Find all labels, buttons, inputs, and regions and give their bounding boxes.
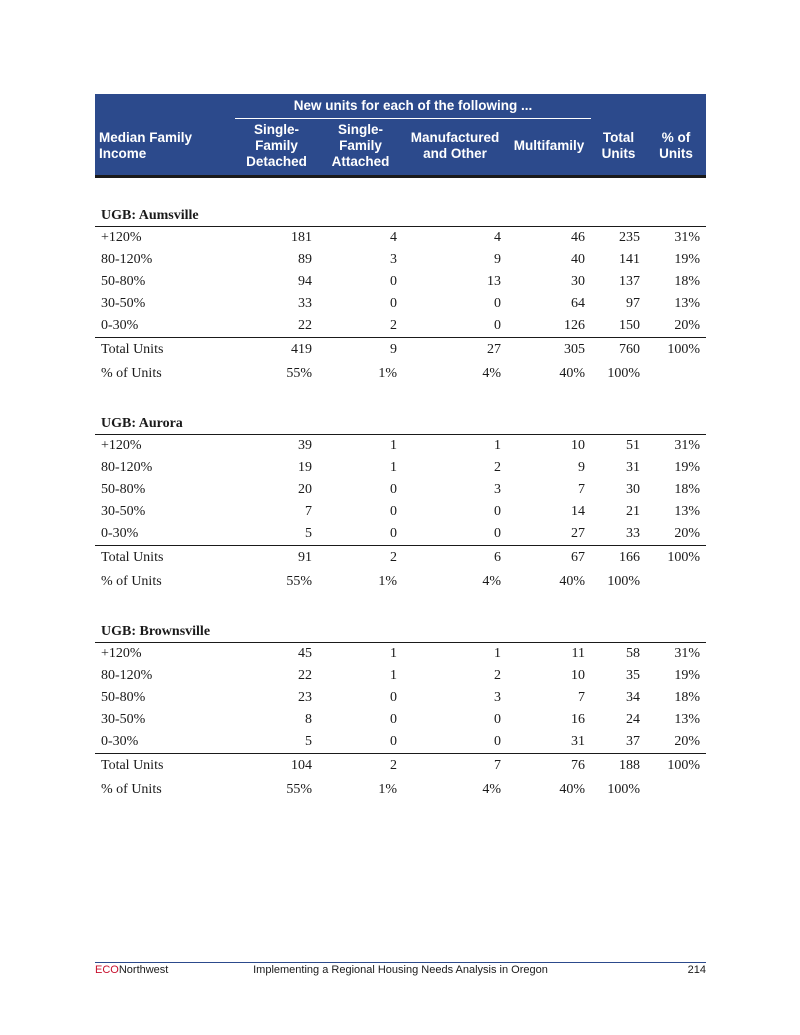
table-row bbox=[95, 249, 706, 271]
cell-sfa: 0 bbox=[390, 504, 397, 519]
total-units-row bbox=[95, 338, 706, 363]
cell-total: 34 bbox=[626, 690, 641, 705]
table-row bbox=[95, 457, 706, 479]
cell-sfd: 55% bbox=[286, 366, 312, 381]
section-title-row bbox=[95, 200, 706, 227]
brand-logo: ECONorthwest bbox=[95, 964, 169, 976]
table-row bbox=[95, 709, 706, 731]
cell-mf: 126 bbox=[564, 318, 586, 333]
cell-sfa: 0 bbox=[390, 690, 397, 705]
cell-sfa: 1 bbox=[390, 438, 397, 453]
cell-sfd: 91 bbox=[235, 546, 318, 571]
table-row bbox=[95, 523, 706, 546]
section-spacer bbox=[95, 177, 706, 201]
cell-mf: 11 bbox=[571, 646, 586, 661]
cell-pct bbox=[646, 362, 706, 386]
cell-total: 166 bbox=[591, 546, 646, 571]
cell-sfd: 55% bbox=[286, 574, 312, 589]
col-header-total-units: Total Units bbox=[591, 119, 646, 177]
cell-mfo: 0 bbox=[494, 712, 501, 727]
cell-mfo: 3 bbox=[494, 482, 501, 497]
cell-total: 37 bbox=[626, 734, 641, 749]
row-label: % of Units bbox=[101, 574, 162, 589]
cell-mf: 31 bbox=[571, 734, 586, 749]
cell-total: 235 bbox=[619, 230, 641, 245]
cell-mfo: 4% bbox=[482, 574, 501, 589]
table-row bbox=[95, 435, 706, 458]
cell-mf: 305 bbox=[507, 338, 591, 363]
cell-sfd: 22 bbox=[298, 318, 312, 333]
cell-mfo: 7 bbox=[403, 754, 507, 779]
cell-pct: 20% bbox=[674, 734, 701, 749]
cell-mf: 76 bbox=[507, 754, 591, 779]
cell-mf: 7 bbox=[578, 482, 586, 497]
cell-mfo: 1 bbox=[494, 438, 501, 453]
cell-mf: 7 bbox=[578, 690, 586, 705]
cell-total: 760 bbox=[591, 338, 646, 363]
cell-mfo: 2 bbox=[494, 460, 501, 475]
cell-sfa: 1% bbox=[378, 782, 397, 797]
cell-pct: 100% bbox=[646, 338, 706, 363]
cell-sfa: 2 bbox=[318, 546, 403, 571]
cell-pct: 18% bbox=[674, 690, 701, 705]
cell-pct: 19% bbox=[674, 460, 701, 475]
cell-pct: 13% bbox=[674, 712, 701, 727]
col-header-multifamily: Multifamily bbox=[507, 119, 591, 177]
cell-mfo: 13 bbox=[487, 274, 501, 289]
cell-mf: 10 bbox=[571, 438, 586, 453]
cell-pct: 20% bbox=[674, 526, 701, 541]
percent-units-row bbox=[95, 778, 706, 802]
section-title: UGB: Aurora bbox=[95, 408, 706, 435]
table-row bbox=[95, 227, 706, 250]
cell-pct: 20% bbox=[674, 318, 701, 333]
row-label: Total Units bbox=[95, 546, 235, 571]
group-header-title: New units for each of the following ... bbox=[235, 94, 591, 119]
cell-sfd: 5 bbox=[305, 734, 312, 749]
cell-sfa: 2 bbox=[318, 754, 403, 779]
cell-sfd: 19 bbox=[298, 460, 312, 475]
cell-sfa: 2 bbox=[390, 318, 397, 333]
section-title: UGB: Brownsville bbox=[95, 616, 706, 643]
cell-mf: 40% bbox=[559, 574, 586, 589]
table-row bbox=[95, 293, 706, 315]
cell-sfa: 1% bbox=[378, 366, 397, 381]
row-label: +120% bbox=[101, 646, 142, 661]
cell-mf: 67 bbox=[507, 546, 591, 571]
cell-sfa: 0 bbox=[390, 734, 397, 749]
percent-units-row bbox=[95, 570, 706, 594]
document-title: Implementing a Regional Housing Needs Analysis in Oregon bbox=[253, 964, 548, 976]
cell-mf: 10 bbox=[571, 668, 586, 683]
cell-total: 31 bbox=[626, 460, 641, 475]
section-spacer bbox=[95, 594, 706, 616]
table-row bbox=[95, 687, 706, 709]
cell-mfo: 0 bbox=[494, 296, 501, 311]
cell-mf: 14 bbox=[571, 504, 586, 519]
cell-pct bbox=[646, 778, 706, 802]
cell-sfd: 8 bbox=[305, 712, 312, 727]
cell-mf: 16 bbox=[571, 712, 586, 727]
cell-mf: 40% bbox=[559, 366, 586, 381]
cell-sfd: 33 bbox=[298, 296, 312, 311]
row-label: 0-30% bbox=[101, 734, 139, 749]
col-header-pct-units: % of Units bbox=[646, 119, 706, 177]
cell-sfa: 1 bbox=[390, 646, 397, 661]
col-header-manufactured: Manufactured and Other bbox=[403, 119, 507, 177]
cell-mfo: 1 bbox=[494, 646, 501, 661]
cell-sfa: 0 bbox=[390, 482, 397, 497]
cell-sfd: 39 bbox=[298, 438, 312, 453]
cell-sfd: 22 bbox=[298, 668, 312, 683]
cell-pct: 13% bbox=[674, 296, 701, 311]
cell-mf: 46 bbox=[571, 230, 586, 245]
row-label: +120% bbox=[101, 438, 142, 453]
cell-mfo: 9 bbox=[494, 252, 501, 267]
cell-total: 100% bbox=[607, 782, 641, 797]
table-row bbox=[95, 479, 706, 501]
cell-sfd: 7 bbox=[305, 504, 312, 519]
table-row bbox=[95, 501, 706, 523]
row-label: 0-30% bbox=[101, 526, 139, 541]
cell-total: 188 bbox=[591, 754, 646, 779]
cell-sfd: 20 bbox=[298, 482, 312, 497]
cell-sfd: 23 bbox=[298, 690, 312, 705]
cell-total: 33 bbox=[626, 526, 641, 541]
cell-sfd: 55% bbox=[286, 782, 312, 797]
table-row bbox=[95, 315, 706, 338]
row-label: 80-120% bbox=[101, 460, 153, 475]
table-body bbox=[95, 177, 706, 803]
cell-sfa: 1 bbox=[390, 460, 397, 475]
cell-mfo: 0 bbox=[494, 526, 501, 541]
cell-pct: 31% bbox=[674, 438, 701, 453]
cell-sfa: 4 bbox=[390, 230, 397, 245]
cell-mf: 9 bbox=[578, 460, 586, 475]
cell-total: 97 bbox=[626, 296, 641, 311]
col-header-income: Median Family Income bbox=[95, 119, 235, 177]
row-label: +120% bbox=[101, 230, 142, 245]
row-label: 50-80% bbox=[101, 482, 146, 497]
cell-total: 141 bbox=[619, 252, 641, 267]
cell-mfo: 4 bbox=[494, 230, 501, 245]
col-header-sfd: Single- Family Detached bbox=[235, 119, 318, 177]
page-number: 214 bbox=[687, 964, 706, 976]
cell-mfo: 3 bbox=[494, 690, 501, 705]
cell-mfo: 0 bbox=[494, 318, 501, 333]
cell-mf: 64 bbox=[571, 296, 586, 311]
cell-sfa: 0 bbox=[390, 274, 397, 289]
cell-total: 137 bbox=[619, 274, 641, 289]
cell-pct: 31% bbox=[674, 646, 701, 661]
cell-total: 100% bbox=[607, 574, 641, 589]
cell-mfo: 0 bbox=[494, 504, 501, 519]
cell-total: 150 bbox=[619, 318, 641, 333]
row-label: 30-50% bbox=[101, 712, 146, 727]
cell-sfd: 94 bbox=[298, 274, 312, 289]
cell-mfo: 6 bbox=[403, 546, 507, 571]
cell-mfo: 4% bbox=[482, 366, 501, 381]
cell-mf: 30 bbox=[571, 274, 586, 289]
table-row bbox=[95, 665, 706, 687]
cell-sfa: 1% bbox=[378, 574, 397, 589]
row-label: % of Units bbox=[101, 366, 162, 381]
housing-units-table bbox=[95, 94, 706, 802]
row-label: Total Units bbox=[95, 754, 235, 779]
cell-sfa: 1 bbox=[390, 668, 397, 683]
table-header bbox=[95, 94, 706, 177]
row-label: 80-120% bbox=[101, 252, 153, 267]
table-row bbox=[95, 643, 706, 666]
cell-pct: 19% bbox=[674, 668, 701, 683]
section-title: UGB: Aumsville bbox=[95, 200, 706, 227]
cell-sfd: 45 bbox=[298, 646, 312, 661]
total-units-row bbox=[95, 546, 706, 571]
cell-sfd: 89 bbox=[298, 252, 312, 267]
cell-total: 21 bbox=[626, 504, 641, 519]
cell-sfa: 0 bbox=[390, 526, 397, 541]
cell-total: 100% bbox=[607, 366, 641, 381]
row-label: 30-50% bbox=[101, 296, 146, 311]
cell-total: 24 bbox=[626, 712, 641, 727]
cell-pct: 18% bbox=[674, 482, 701, 497]
cell-mfo: 2 bbox=[494, 668, 501, 683]
cell-pct: 100% bbox=[646, 754, 706, 779]
cell-sfd: 419 bbox=[235, 338, 318, 363]
cell-mf: 40% bbox=[559, 782, 586, 797]
row-label: 30-50% bbox=[101, 504, 146, 519]
cell-mf: 40 bbox=[571, 252, 586, 267]
cell-total: 35 bbox=[626, 668, 641, 683]
page-footer bbox=[95, 964, 706, 980]
cell-pct: 18% bbox=[674, 274, 701, 289]
percent-units-row bbox=[95, 362, 706, 386]
section-spacer bbox=[95, 386, 706, 408]
cell-pct: 31% bbox=[674, 230, 701, 245]
cell-total: 58 bbox=[626, 646, 641, 661]
row-label: % of Units bbox=[101, 782, 162, 797]
cell-pct: 100% bbox=[646, 546, 706, 571]
row-label: 50-80% bbox=[101, 690, 146, 705]
cell-mf: 27 bbox=[571, 526, 586, 541]
row-label: 50-80% bbox=[101, 274, 146, 289]
total-units-row bbox=[95, 754, 706, 779]
col-header-sfa: Single- Family Attached bbox=[318, 119, 403, 177]
cell-mfo: 4% bbox=[482, 782, 501, 797]
footer-rule bbox=[95, 962, 706, 963]
cell-total: 30 bbox=[626, 482, 641, 497]
cell-total: 51 bbox=[626, 438, 641, 453]
cell-sfa: 3 bbox=[390, 252, 397, 267]
cell-sfd: 181 bbox=[291, 230, 312, 245]
row-label: Total Units bbox=[95, 338, 235, 363]
row-label: 0-30% bbox=[101, 318, 139, 333]
cell-sfa: 0 bbox=[390, 712, 397, 727]
cell-sfd: 5 bbox=[305, 526, 312, 541]
cell-mfo: 0 bbox=[494, 734, 501, 749]
cell-mfo: 27 bbox=[403, 338, 507, 363]
table-row bbox=[95, 271, 706, 293]
cell-pct: 19% bbox=[674, 252, 701, 267]
section-title-row bbox=[95, 616, 706, 643]
row-label: 80-120% bbox=[101, 668, 153, 683]
cell-sfd: 104 bbox=[235, 754, 318, 779]
cell-sfa: 0 bbox=[390, 296, 397, 311]
table-row bbox=[95, 731, 706, 754]
section-title-row bbox=[95, 408, 706, 435]
cell-pct: 13% bbox=[674, 504, 701, 519]
cell-pct bbox=[646, 570, 706, 594]
cell-sfa: 9 bbox=[318, 338, 403, 363]
